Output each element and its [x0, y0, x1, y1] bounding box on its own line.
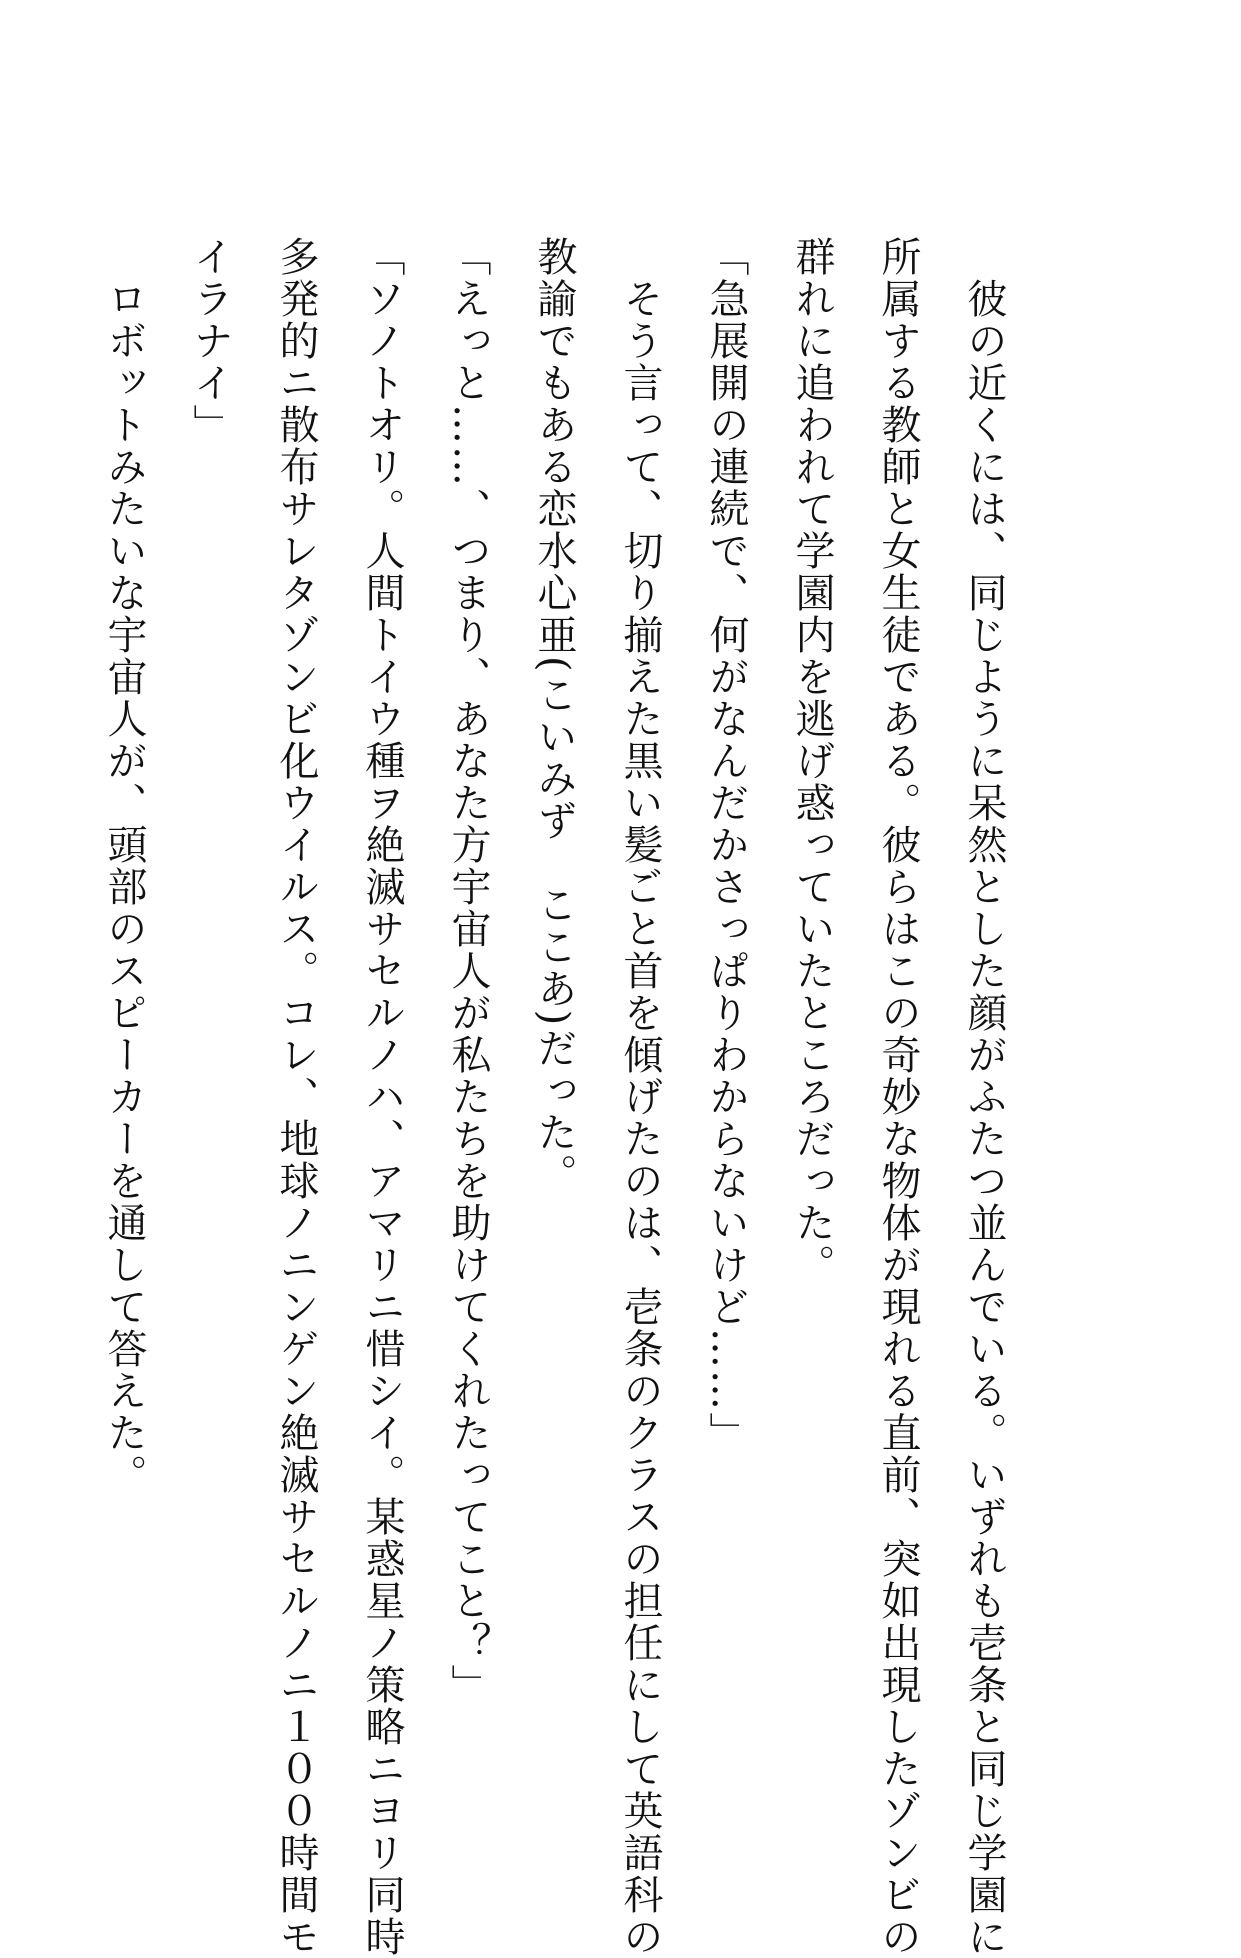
text-line: 彼の近くには、同じように呆然とした顔がふたつ並んでいる。いずれも壱条と同じ学園に	[961, 236, 1007, 1958]
text-line: 「えっと……、つまり、あなた方宇宙人が私たちを助けてくれたってこと？」	[445, 236, 491, 1706]
text-line: 所属する教師と女生徒である。彼らはこの奇妙な物体が現れる直前、突如出現したゾンビの	[875, 236, 921, 1958]
vertical-text-body	[81, 236, 1027, 1958]
text-line: 教諭でもある恋水心亜(こいみず ここあ)だった。	[531, 236, 577, 1196]
text-line: 「急展開の連続で、何がなんだかさっぱりわからないけど……」	[703, 236, 749, 1454]
text-line: 「ソノトオリ。人間トイウ種ヲ絶滅サセルノハ、アマリニ惜シイ。某惑星ノ策略ニヨリ同時	[359, 236, 405, 1958]
text-line: 群れに追われて学園内を逃げ惑っていたところだった。	[789, 236, 835, 1286]
text-line: ロボットみたいな宇宙人が、頭部のスピーカーを通して答えた。	[101, 236, 147, 1496]
text-line: イラナイ」	[187, 236, 233, 446]
text-line: 多発的ニ散布サレタゾンビ化ウイルス。コレ、地球ノニンゲン絶滅サセルノニ１００時間モ	[273, 236, 319, 1958]
text-line: そう言って、切り揃えた黒い髪ごと首を傾げたのは、壱条のクラスの担任にして英語科の	[617, 236, 663, 1958]
